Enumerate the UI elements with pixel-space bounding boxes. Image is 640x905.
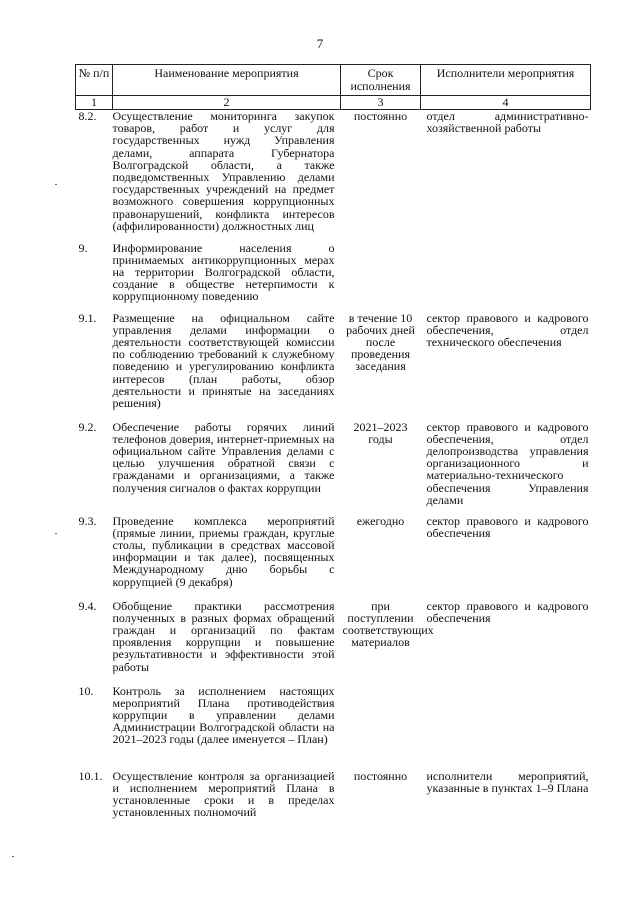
row-num: 9.2. bbox=[78, 419, 97, 434]
column-number: 3 bbox=[341, 96, 421, 110]
row-name: Информирование населения о принимаемых антикоррупционных мерах на территории Волгоградской области, создание в обществе нетерпимости к коррупционному поведению bbox=[112, 240, 335, 304]
row-exec: исполнители мероприятий, указанные в пунктах 1–9 Плана bbox=[426, 768, 589, 795]
row-exec: сектор правового и кадрового обеспечения, отдел делопроизводства управления организационного и материально-технического обеспечения Управления делами bbox=[426, 419, 589, 507]
row-name: Обобщение практики рассмотрения полученных в разных формах обращений граждан и организаций по фактам проявления коррупции и повышение результативности и эффективности этой работы bbox=[112, 598, 335, 674]
table-row bbox=[76, 515, 591, 600]
row-term: ежегодно bbox=[356, 513, 405, 528]
row-num: 8.2. bbox=[78, 109, 97, 123]
row-num: 10. bbox=[78, 683, 94, 698]
header-name: Наименование мероприятия bbox=[113, 65, 341, 96]
row-name: Проведение комплекса мероприятий (прямые линии, приемы граждан, круглые столы, публикации в средствах массовой информации и так далее), посвященных Международному дню борьбы с коррупцией (9 декабря) bbox=[112, 513, 335, 589]
table-row bbox=[76, 421, 591, 515]
row-term: при поступлении соответствующих материалов bbox=[342, 598, 434, 650]
row-name: Осуществление контроля за организацией и исполнением мероприятий Плана в установленные сроки и в пределах установленных полномочий bbox=[112, 768, 335, 820]
table-row bbox=[76, 600, 591, 685]
table-row bbox=[76, 110, 591, 242]
scan-speck bbox=[55, 533, 57, 534]
row-exec: сектор правового и кадрового обеспечения, отдел технического обеспечения bbox=[426, 310, 589, 349]
column-number: 2 bbox=[113, 96, 341, 110]
row-exec: сектор правового и кадрового обеспечения bbox=[426, 598, 589, 625]
measures-table bbox=[75, 64, 591, 830]
row-name: Обеспечение работы горячих линий телефонов доверия, интернет-приемных на официальном сайте Управления делами с целью улучшения обратной связи с гражданами и организациями, а также получения сигналов о фактах коррупции bbox=[112, 419, 335, 495]
page-number: 7 bbox=[316, 36, 324, 51]
scan-speck bbox=[55, 184, 57, 185]
row-exec: отдел административно-хозяйственной работы bbox=[426, 109, 589, 136]
table-row bbox=[76, 770, 591, 830]
row-name: Осуществление мониторинга закупок товаров, работ и услуг для государственных нужд Управления делами, аппарата Губернатора Волгоградской области, а также подведомственных Управлению делами государственных учреждений на предмет возможного совершения коррупционных правонарушений, конфликта интересов (аффилированности) должностных лиц bbox=[112, 109, 335, 233]
row-exec bbox=[421, 242, 591, 312]
header-term: Срок исполнения bbox=[341, 65, 421, 96]
row-num: 9. bbox=[78, 240, 88, 255]
row-name: Размещение на официальном сайте управления делами информации о деятельности соответствующей комиссии по соблюдению требований к служебному поведению и урегулированию конфликта интересов (план работы, обзор деятельности и принятые на заседаниях решения) bbox=[112, 310, 335, 410]
scan-speck bbox=[12, 856, 14, 857]
row-term: постоянно bbox=[353, 768, 408, 783]
table-row bbox=[76, 312, 591, 421]
row-term bbox=[341, 242, 421, 312]
column-number: 1 bbox=[76, 96, 113, 110]
row-exec: сектор правового и кадрового обеспечения bbox=[426, 513, 589, 540]
row-term bbox=[341, 685, 421, 770]
row-num: 9.4. bbox=[78, 598, 97, 613]
row-num: 9.3. bbox=[78, 513, 97, 528]
row-num: 10.1. bbox=[78, 768, 103, 783]
table-header-row bbox=[76, 65, 591, 96]
header-exec: Исполнители мероприятия bbox=[421, 65, 591, 96]
column-number-row bbox=[76, 96, 591, 110]
table-row bbox=[76, 685, 591, 770]
row-num: 9.1. bbox=[78, 310, 97, 325]
row-term: 2021–2023 годы bbox=[353, 419, 408, 446]
header-num: № п/п bbox=[76, 65, 113, 96]
row-term: постоянно bbox=[353, 109, 408, 123]
row-exec bbox=[421, 685, 591, 770]
table-row bbox=[76, 242, 591, 312]
column-number: 4 bbox=[421, 96, 591, 110]
row-name: Контроль за исполнением настоящих мероприятий Плана противодействия коррупции в управлении делами Администрации Волгоградской области на 2021–2023 годы (далее именуется – План) bbox=[112, 683, 335, 747]
row-term: в течение 10 рабочих дней после проведения заседания bbox=[346, 310, 415, 374]
